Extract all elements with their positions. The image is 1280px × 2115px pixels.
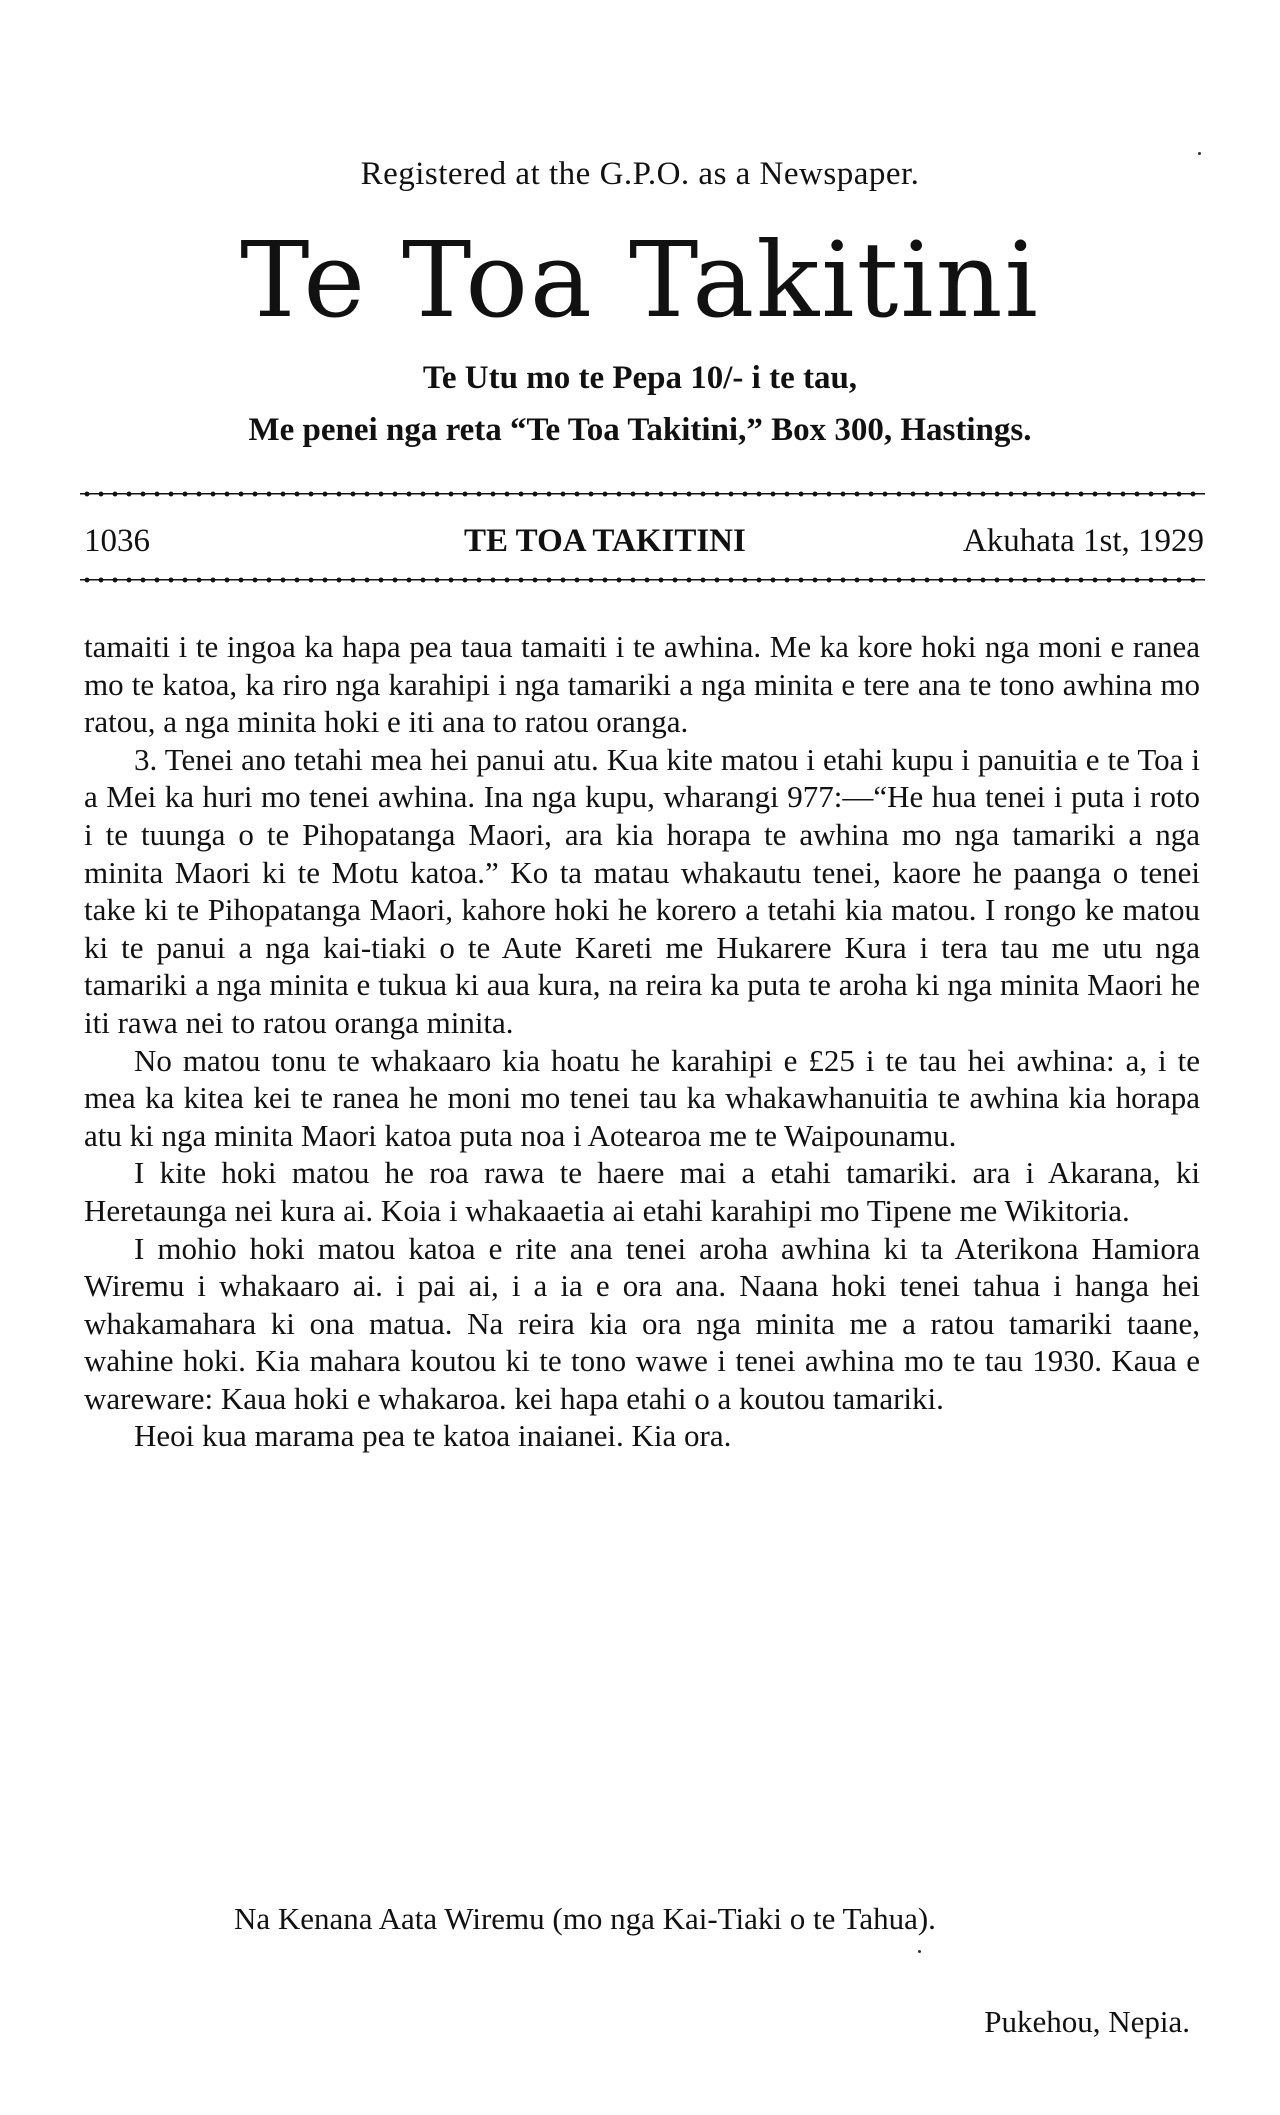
signature-block	[84, 1900, 1200, 1938]
running-head	[84, 523, 1204, 563]
paragraph: Heoi kua marama pea te katoa inaianei. Kia ora.	[134, 1418, 732, 1454]
dotted-rule-bottom	[80, 576, 1205, 584]
print-speck	[1198, 152, 1201, 155]
dotted-rule-top	[80, 490, 1205, 498]
masthead-title: Te Toa Takitini	[240, 219, 1040, 341]
paragraph: I kite hoki matou he roa rawa te haere mai a etahi tamariki. ara i Akarana, ki Heretaunga nei kura ai. Koia i whakaaetia ai etahi karahipi mo Tipene me Wikitoria.	[84, 1155, 1200, 1228]
address-line: Me penei nga reta “Te Toa Takitini,” Box 300, Hastings.	[248, 412, 1032, 448]
signature-text: Na Kenana Aata Wiremu (mo nga Kai-Tiaki o te Tahua).	[234, 1901, 936, 1936]
paragraph: tamaiti i te ingoa ka hapa pea taua tamaiti i te awhina. Me ka kore hoki nga moni e ranea mo te katoa, ka riro nga karahipi i nga tamariki a nga minita e tere ana te tono awhina mo ratou, a nga minita hoki e iti ana to ratou oranga.	[84, 629, 1200, 740]
page-number: 1036	[84, 523, 150, 559]
issue-date: Akuhata 1st, 1929	[962, 523, 1204, 559]
print-speck	[918, 1950, 921, 1953]
paragraph: I mohio hoki matou katoa e rite ana tenei aroha awhina ki ta Aterikona Hamiora Wiremu i whakaaro ai. i pai ai, i a ia e ora ana. Naana hoki tenei tahua i hanga hei whakamahara ki ona matua. Na reira kia ora nga minita me a ratou tamariki taane, wahine hoki. Kia mahara koutou ki te tono wawe i tenei awhina mo te tau 1930. Kaua e wareware: Kaua hoki e whakaroa. kei hapa etahi o a koutou tamariki.	[84, 1230, 1200, 1416]
article-body	[84, 628, 1200, 1455]
paragraph: No matou tonu te whakaaro kia hoatu he karahipi e £25 i te tau hei awhina: a, i te mea ka kitea kei te ranea he moni mo tenei tau ka whakawhanuitia te awhina kia horapa atu ki nga minita Maori katoa puta noa i Aotearoa me te Waipounamu.	[84, 1042, 1200, 1153]
subscription-line: Te Utu mo te Pepa 10/- i te tau,	[422, 360, 858, 396]
registration-notice: Registered at the G.P.O. as a Newspaper.	[360, 156, 920, 192]
paper-name: TE TOA TAKITINI	[464, 523, 746, 559]
paragraph: 3. Tenei ano tetahi mea hei panui atu. Kua kite matou i etahi kupu i panuitia e te Toa i a Mei ka huri mo tenei awhina. Ina nga kupu, wharangi 977:—“He hua tenei i puta i roto i te tuunga o te Pihopatanga Maori, ara kia horapa te awhina mo nga tamariki a nga minita Maori ki te Motu katoa.” Ko ta matau whakautu tenei, kaore he paanga o tenei take ki te Pihopatanga Maori, kahore hoki he korero a tetahi kia matou. I rongo ke matou ki te panui a nga kai-tiaki o te Aute Kareti me Hukarere Kura i tera tau me utu nga tamariki a nga minita e tukua ki aua kura, na reira ka puta te aroha ki nga minita Maori he iti rawa nei to ratou oranga minita.	[84, 741, 1200, 1040]
signature-place: Pukehou, Nepia.	[984, 2004, 1190, 2039]
